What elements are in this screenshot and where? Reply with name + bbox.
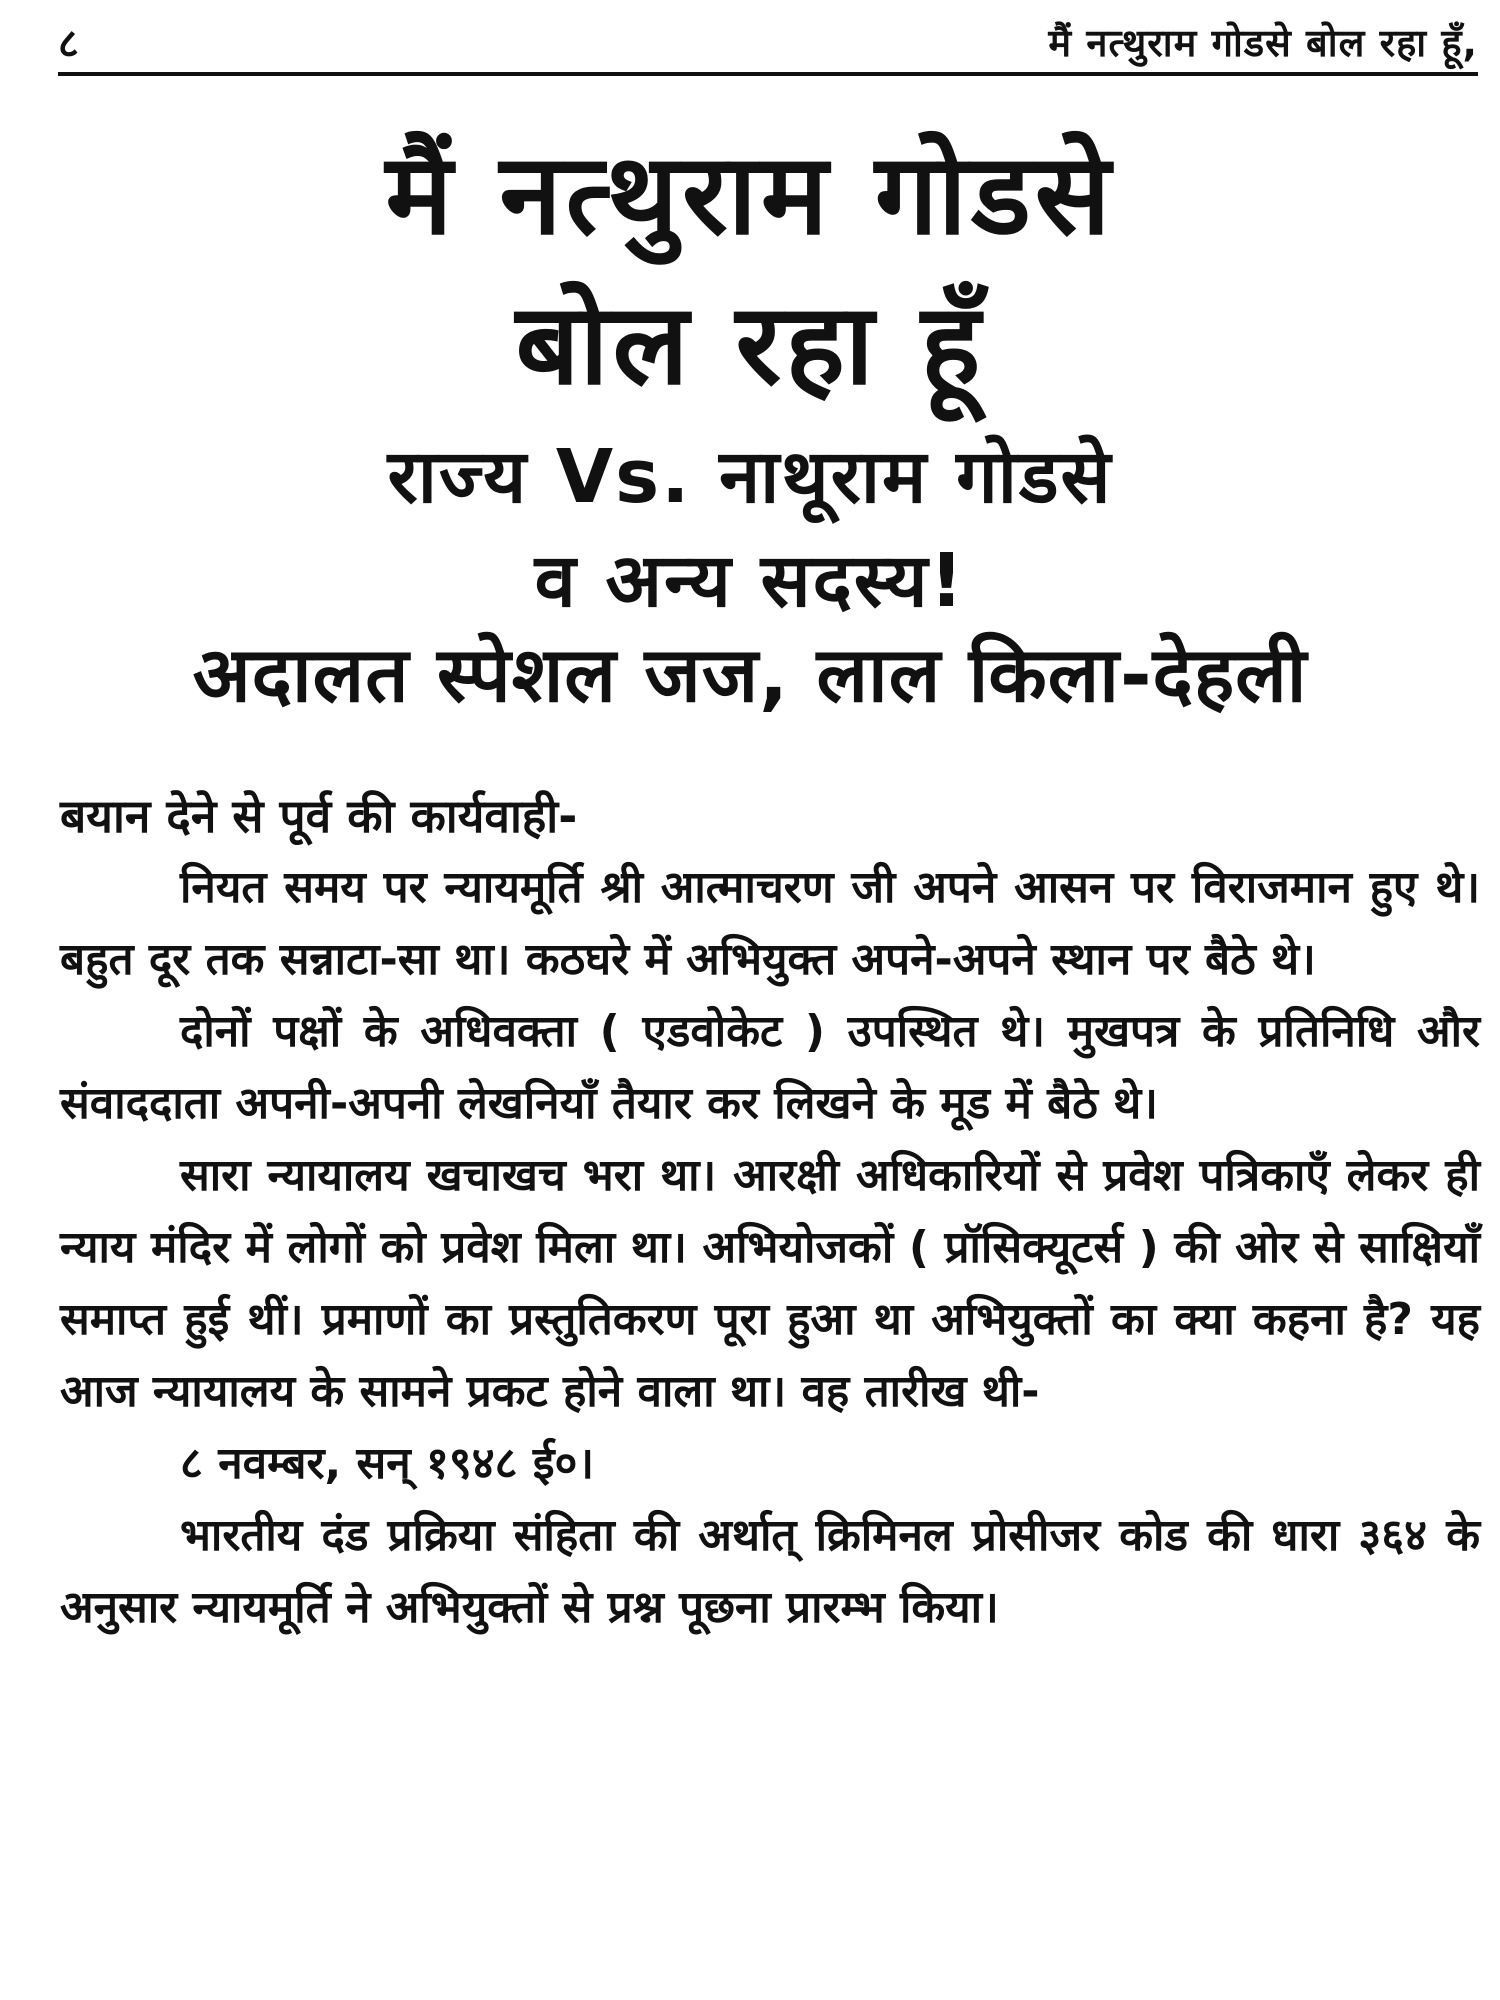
chapter-title bbox=[0, 120, 1500, 420]
closing-paragraph: भारतीय दंड प्रक्रिया संहिता की अर्थात् क्रिमिनल प्रोसीजर कोड की धारा ३६४ के अनुसार न्यायमूर्ति ने अभियुक्तों से प्रश्न पूछना प्रारम्भ किया। bbox=[60, 1510, 1480, 1633]
chapter-title-line-2: बोल रहा हूँ bbox=[515, 280, 985, 410]
paragraph-1: नियत समय पर न्यायमूर्ति श्री आत्माचरण जी अपने आसन पर विराजमान हुए थे। बहुत दूर तक सन्नाटा-सा था। कठघरे में अभियुक्त अपने-अपने स्थान पर बैठे थे। bbox=[60, 862, 1480, 985]
chapter-title-line-1: मैं नत्थुराम गोडसे bbox=[385, 130, 1115, 260]
case-title-line-1: राज्य Vs. नाथूराम गोडसे bbox=[387, 434, 1113, 520]
section-heading: बयान देने से पूर्व की कार्यवाही- bbox=[60, 789, 578, 843]
case-title bbox=[0, 425, 1500, 633]
page-number: ८ bbox=[58, 21, 79, 67]
paragraph-2: दोनों पक्षों के अधिवक्ता ( एडवोकेट ) उपस्थित थे। मुखपत्र के प्रतिनिधि और संवाददाता अपनी-अपनी लेखनियाँ तैयार कर लिखने के मूड में बैठे थे। bbox=[60, 1006, 1480, 1129]
paragraph-3: सारा न्यायालय खचाखच भरा था। आरक्षी अधिकारियों से प्रवेश पत्रिकाएँ लेकर ही न्याय मंदिर में लोगों को प्रवेश मिला था। अभियोजकों ( प्रॉसिक्यूटर्स ) की ओर से साक्षियाँ समाप्त हुई थीं। प्रमाणों का प्रस्तुतिकरण पूरा हुआ था अभियुक्तों का क्या कहना है? यह आज न्यायालय के सामने प्रकट होने वाला था। वह तारीख थी- bbox=[60, 1150, 1480, 1417]
body-text bbox=[60, 780, 1480, 1644]
running-title: मैं नत्थुराम गोडसे बोल रहा हूँ, bbox=[1048, 21, 1478, 65]
running-header bbox=[58, 14, 1478, 76]
date-line: ८ नवम्बर, सन् १९४८ ई०। bbox=[180, 1438, 595, 1489]
court-name: अदालत स्पेशल जज, लाल किला-देहली bbox=[192, 630, 1308, 719]
case-title-line-2: व अन्य सदस्य! bbox=[534, 538, 966, 624]
